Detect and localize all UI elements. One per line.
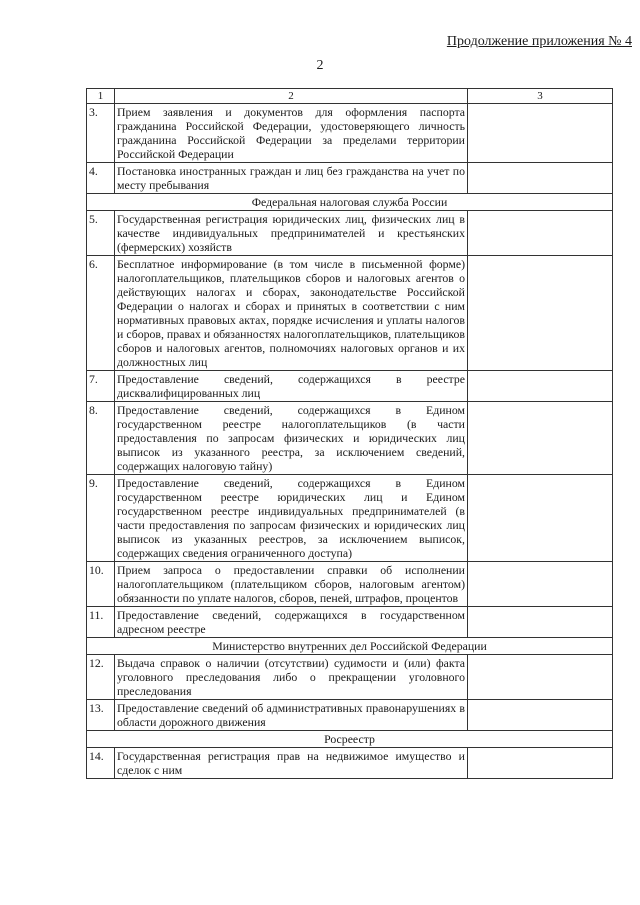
item-number: 11. (87, 607, 115, 638)
column-3-cell (468, 163, 613, 194)
service-description: Государственная регистрация прав на недвижимое имущество и сделок с ним (115, 748, 468, 779)
service-description: Предоставление сведений, содержащихся в Едином государственном реестре налогоплательщиков (в части предоставления по запросам физических и юридических лиц выписок из указанного реестра, за исключением сведений, содержащих налоговую тайну) (115, 402, 468, 475)
column-3-cell (468, 748, 613, 779)
table-header-row (87, 89, 613, 104)
section-title: Министерство внутренних дел Российской Федерации (87, 638, 613, 655)
item-number: 13. (87, 700, 115, 731)
column-3-cell (468, 371, 613, 402)
service-description: Предоставление сведений, содержащихся в государственном адресном реестре (115, 607, 468, 638)
item-number: 5. (87, 211, 115, 256)
item-number: 3. (87, 104, 115, 163)
column-3-cell (468, 256, 613, 371)
section-title: Росреестр (87, 731, 613, 748)
item-number: 8. (87, 402, 115, 475)
item-number: 7. (87, 371, 115, 402)
item-number: 14. (87, 748, 115, 779)
column-3-cell (468, 104, 613, 163)
table-row (87, 402, 613, 475)
section-row (87, 638, 613, 655)
section-title: Федеральная налоговая служба России (87, 194, 613, 211)
column-3-cell (468, 475, 613, 562)
table-row (87, 371, 613, 402)
service-description: Прием запроса о предоставлении справки об исполнении налогоплательщиком (плательщиком сборов, налоговым агентом) обязанности по уплате налогов, сборов, пеней, штрафов, процентов (115, 562, 468, 607)
service-description: Предоставление сведений, содержащихся в реестре дисквалифицированных лиц (115, 371, 468, 402)
item-number: 6. (87, 256, 115, 371)
appendix-continuation-header: Продолжение приложения № 4 (446, 34, 632, 49)
column-3-cell (468, 402, 613, 475)
table-row (87, 256, 613, 371)
service-description: Бесплатное информирование (в том числе в письменной форме) налогоплательщиков, плательщиков сборов и налоговых агентов о действующих налогах и сборах, законодательстве Российской Федерации о налогах и сборах и принятых в соответствии с ним нормативных правовых актах, порядке исчисления и уплаты налогов и сборов, правах и обязанностях налогоплательщиков, плательщиков сборов и налоговых агентов, полномочиях налоговых органов и их должностных лиц (115, 256, 468, 371)
table-row (87, 475, 613, 562)
service-description: Прием заявления и документов для оформления паспорта гражданина Российской Федерации, удостоверяющего личность гражданина Российской Федерации за пределами территории Российской Федерации (115, 104, 468, 163)
column-3-cell (468, 700, 613, 731)
column-3-cell (468, 211, 613, 256)
column-header: 3 (468, 89, 613, 104)
column-3-cell (468, 562, 613, 607)
service-description: Постановка иностранных граждан и лиц без гражданства на учет по месту пребывания (115, 163, 468, 194)
column-3-cell (468, 607, 613, 638)
table-row (87, 748, 613, 779)
table-row (87, 211, 613, 256)
table-row (87, 562, 613, 607)
service-description: Предоставление сведений, содержащихся в Едином государственном реестре юридических лиц и Едином государственном реестре индивидуальных предпринимателей (в части предоставления по запросам физических и юридических лиц выписок из указанных реестров, за исключением выписок, содержащих сведения ограниченного доступа) (115, 475, 468, 562)
item-number: 9. (87, 475, 115, 562)
table-row (87, 655, 613, 700)
services-table (86, 88, 613, 779)
page-number: 2 (316, 58, 324, 73)
column-header: 1 (87, 89, 115, 104)
column-3-cell (468, 655, 613, 700)
table-row (87, 700, 613, 731)
table-row (87, 607, 613, 638)
item-number: 12. (87, 655, 115, 700)
item-number: 4. (87, 163, 115, 194)
table-row (87, 163, 613, 194)
section-row (87, 194, 613, 211)
section-row (87, 731, 613, 748)
table-row (87, 104, 613, 163)
service-description: Предоставление сведений об административных правонарушениях в области дорожного движения (115, 700, 468, 731)
service-description: Выдача справок о наличии (отсутствии) судимости и (или) факта уголовного преследования либо о прекращении уголовного преследования (115, 655, 468, 700)
service-description: Государственная регистрация юридических лиц, физических лиц в качестве индивидуальных предпринимателей и крестьянских (фермерских) хозяйств (115, 211, 468, 256)
item-number: 10. (87, 562, 115, 607)
column-header: 2 (115, 89, 468, 104)
